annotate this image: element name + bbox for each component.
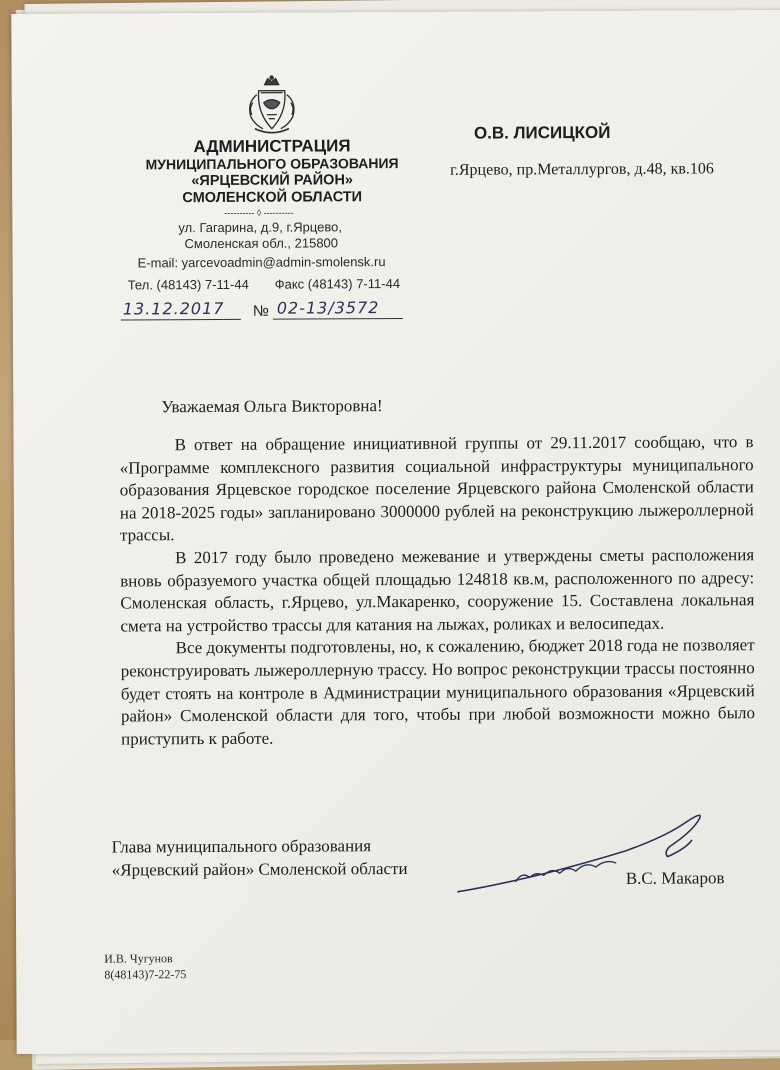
signatory-position-line1: Глава муниципального образования — [111, 836, 372, 857]
letter-paragraph-1: В ответ на обращение инициативной группы от 29.11.2017 сообщаю, что в «Программе комплексного развития социальной инфраструктуры муниципального образования Ярцевское городское поселение Ярцевского района Смоленской области на 2018-2025 годы» запланировано 3000000 рублей на реконструкцию лыжероллерной трассы. — [119, 432, 754, 545]
coat-of-arms-icon — [237, 73, 307, 143]
registration-number-sign: № — [252, 302, 269, 320]
signatory-position-line2: «Ярцевский район» Смоленской области — [111, 858, 408, 880]
registration-date: 13.12.2017 — [122, 298, 225, 319]
executor-name: И.В. Чугунов — [104, 951, 173, 966]
org-name-line4: СМОЛЕНСКОЙ ОБЛАСТИ — [182, 189, 363, 207]
letter-body — [119, 431, 755, 751]
org-phone: Тел. (48143) 7-11-44 — [127, 276, 249, 293]
org-email: E-mail: yarcevoadmin@admin-smolensk.ru — [137, 254, 386, 271]
recipient-name: О.В. ЛИСИЦКОЙ — [473, 122, 611, 143]
signatory-name: В.С. Макаров — [625, 868, 725, 888]
header-divider: ---------- ◊ ---------- — [224, 207, 294, 218]
org-name-line2: МУНИЦИПАЛЬНОГО ОБРАЗОВАНИЯ — [145, 155, 399, 173]
org-name-line3: «ЯРЦЕВСКИЙ РАЙОН» — [191, 172, 354, 190]
org-fax: Факс (48143) 7-11-44 — [274, 276, 401, 292]
registration-number-underline — [273, 318, 403, 320]
letter-sheet — [11, 10, 780, 1054]
salutation: Уважаемая Ольга Викторовна! — [161, 396, 383, 417]
org-address-line1: ул. Гагарина, д.9, г.Ярцево, — [178, 219, 342, 236]
org-name-line1: АДМИНИСТРАЦИЯ — [193, 136, 351, 157]
letter-paragraph-2: В 2017 году было проведено межевание и утверждены сметы расположения вновь образуемого участка общей площадью 124818 кв.м, расположенного по адресу: Смоленская область, г.Ярцево, ул.Макаренко, сооружение 15. Составлена локальная смета на устройство трассы для катания на лыжах, роликах и велосипедах. — [120, 545, 755, 636]
org-address-line2: Смоленская обл., 215800 — [184, 235, 339, 252]
registration-date-underline — [121, 319, 241, 321]
letter-paragraph-3: Все документы подготовлены, но, к сожалению, бюджет 2018 года не позволяет реконструировать лыжероллерную трассу. Но вопрос реконструкции трассы постоянно будет стоять на контроле в Администрации муниципального образования «Ярцевский район» Смоленской области для того, чтобы при любой возможности можно было приступить к работе. — [120, 635, 756, 749]
registration-number: 02-13/3572 — [276, 298, 380, 318]
executor-phone: 8(48143)7-22-75 — [104, 967, 187, 982]
recipient-address: г.Ярцево, пр.Металлургов, д.48, кв.106 — [450, 160, 714, 179]
